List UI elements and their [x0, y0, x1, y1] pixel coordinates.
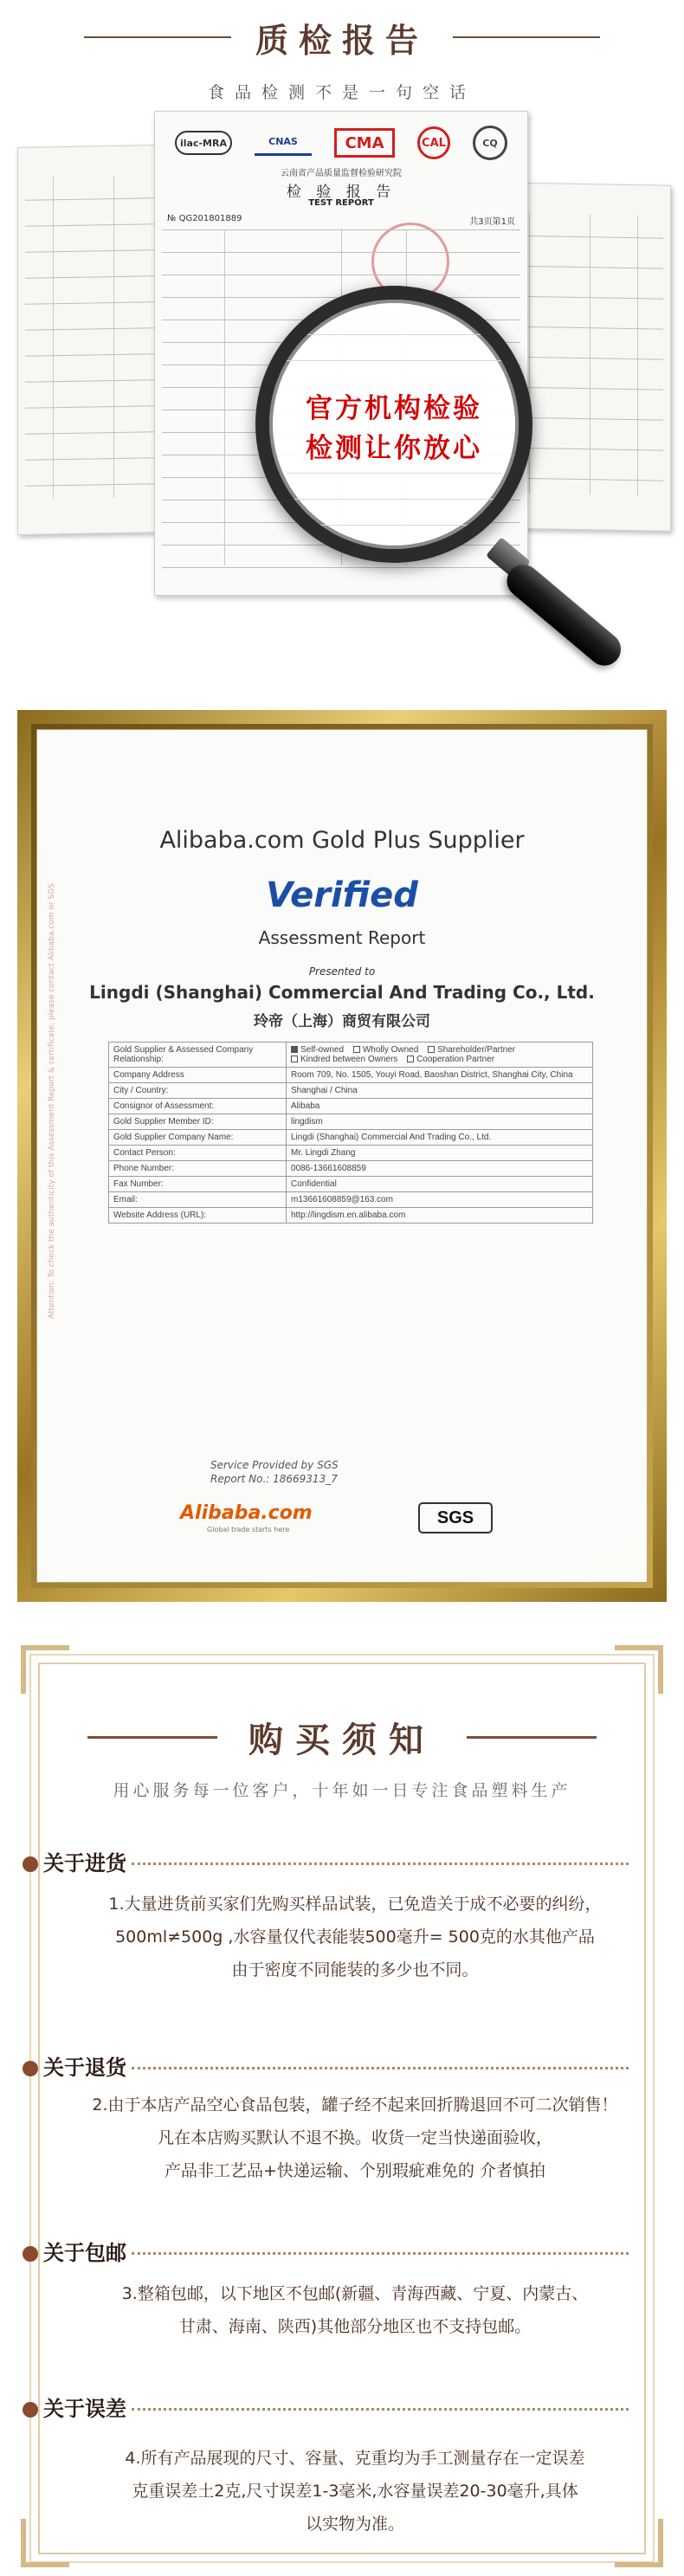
row-value: 0086-13661608859	[287, 1161, 593, 1177]
certification-logos	[164, 124, 519, 162]
table-row	[109, 1161, 593, 1177]
row-value: Shanghai / China	[287, 1083, 593, 1099]
cal-logo: CAL	[417, 126, 450, 159]
row-value: Mr. Lingdi Zhang	[287, 1146, 593, 1161]
checkbox-icon	[428, 1046, 435, 1053]
certificate-gold-frame	[17, 710, 667, 1602]
relationship-options	[287, 1043, 593, 1068]
row-label: Gold Supplier Member ID:	[109, 1114, 287, 1130]
row-label: Consignor of Assessment:	[109, 1099, 287, 1114]
table-row	[109, 1043, 593, 1068]
notice-body-shipping	[52, 2277, 658, 2343]
magnifier-handle	[500, 558, 628, 672]
checkbox-icon	[353, 1046, 360, 1053]
magnifier-text-line-2: 检测让你放心	[306, 433, 482, 464]
notice-line: 凡在本店购买默认不退不换。收货一定当快递面验收，	[157, 2128, 552, 2147]
certificate-side-note: Attention: To check the authenticity of this Assessment Report & certificate, please contact Alibaba.com or SGS	[48, 883, 56, 1319]
report-subtitle: 食品检测不是一句空话	[207, 83, 476, 102]
dotted-leader	[132, 1863, 629, 1865]
row-label: Website Address (URL):	[109, 1208, 287, 1223]
table-row	[109, 1192, 593, 1208]
report-organization: 云南省产品质量监督检验研究院	[281, 169, 402, 178]
table-row	[109, 1099, 593, 1114]
assessment-table	[108, 1042, 593, 1223]
ilac-mra-logo: ilac-MRA	[175, 131, 232, 155]
notice-heading-stock	[23, 1846, 629, 1876]
dotted-leader	[132, 2252, 629, 2255]
table-row	[109, 1208, 593, 1223]
notice-body-returns	[52, 2089, 658, 2187]
purchase-notice-section	[0, 1619, 684, 2576]
bullet-dot-icon	[23, 2246, 38, 2262]
title-divider-left	[84, 36, 231, 38]
option-label: Self-owned	[300, 1045, 345, 1055]
row-value: http://lingdism.en.alibaba.com	[287, 1208, 593, 1223]
table-row	[109, 1083, 593, 1099]
row-value: Alibaba	[287, 1099, 593, 1114]
bullet-dot-icon	[23, 1856, 38, 1872]
corner-ornament	[21, 1645, 69, 1694]
corner-ornament	[615, 1645, 663, 1694]
report-page-count: 共3页第1页	[469, 217, 515, 227]
notice-title-row	[0, 1713, 684, 1762]
notice-line: 2.由于本店产品空心食品包装，罐子经不起来回折腾退回不可二次销售！	[92, 2095, 618, 2114]
row-label: City / Country:	[109, 1083, 287, 1099]
row-label: Contact Person:	[109, 1146, 287, 1161]
presented-to-label: Presented to	[308, 965, 376, 978]
notice-line: 1.大量进货前买家们先购买样品试装，已免造关于成不必要的纠纷，	[108, 1895, 602, 1914]
certificate-title: Alibaba.com Gold Plus Supplier	[159, 827, 525, 854]
notice-divider-right	[467, 1736, 597, 1739]
quality-report-section	[0, 0, 684, 693]
table-row	[109, 1068, 593, 1083]
notice-heading-returns	[23, 2050, 629, 2081]
row-label: Company Address	[109, 1068, 287, 1083]
notice-line: 克重误差土2克,尺寸误差1-3毫米,水容量误差20-30毫升,具体	[132, 2482, 578, 2501]
checkbox-icon	[407, 1056, 414, 1062]
table-row	[109, 1130, 593, 1146]
bullet-dot-icon	[23, 2061, 38, 2076]
row-value: Confidential	[287, 1177, 593, 1192]
notice-heading-tolerance	[23, 2392, 629, 2422]
row-label: Email:	[109, 1192, 287, 1208]
magnifier-glass-icon	[255, 286, 532, 563]
notice-title: 购买须知	[248, 1721, 436, 1760]
certificate-subtitle: Assessment Report	[258, 927, 426, 948]
verified-badge: Verified	[266, 875, 418, 915]
relationship-label: Gold Supplier & Assessed Company Relationship:	[109, 1043, 287, 1068]
notice-body-stock	[52, 1888, 658, 1986]
cma-logo: CMA	[334, 128, 395, 158]
row-value: Room 709, No. 1505, Youyi Road, Baoshan District, Shanghai City, China	[287, 1068, 593, 1083]
report-doc-title: 检 验 报 告	[286, 184, 397, 201]
cnas-logo: CNAS	[255, 130, 312, 156]
service-provider: Service Provided by SGS	[210, 1459, 339, 1471]
notice-line: 3.整箱包邮，以下地区不包邮(新疆、青海西藏、宁夏、内蒙古、	[121, 2284, 589, 2303]
option-label: Kindred between Owners	[300, 1055, 398, 1064]
row-value: lingdism	[287, 1114, 593, 1130]
dotted-leader	[132, 2408, 629, 2411]
row-value: m13661608859@163.com	[287, 1192, 593, 1208]
table-row	[109, 1177, 593, 1192]
alibaba-logo: Alibaba.com	[180, 1502, 313, 1524]
report-title-row	[0, 16, 684, 59]
certificate-section	[0, 693, 684, 1619]
notice-line: 由于密度不同能装的多少也不同。	[231, 1960, 479, 1979]
checkbox-icon	[291, 1056, 298, 1062]
table-row	[109, 1146, 593, 1161]
company-name-cn: 玲帝（上海）商贸有限公司	[254, 1013, 430, 1030]
sgs-logo: SGS	[418, 1502, 493, 1533]
report-number: Report No.: 18669313_7	[210, 1473, 338, 1485]
alibaba-tagline: Global trade starts here	[207, 1526, 290, 1533]
option-label: Wholly Owned	[362, 1045, 419, 1055]
notice-line: 以实物为准。	[305, 2515, 404, 2534]
magnifier-text-line-1: 官方机构检验	[306, 393, 482, 424]
company-name-en: Lingdi (Shanghai) Commercial And Trading Co., Ltd.	[89, 982, 595, 1003]
row-label: Gold Supplier Company Name:	[109, 1130, 287, 1146]
row-value: Lingdi (Shanghai) Commercial And Trading Co., Ltd.	[287, 1130, 593, 1146]
dotted-leader	[132, 2067, 629, 2069]
bullet-dot-icon	[23, 2402, 38, 2418]
checkbox-checked-icon	[291, 1046, 298, 1053]
certificate-paper	[36, 729, 648, 1583]
section-title: 关于退货	[43, 2056, 126, 2080]
notice-subtitle: 用心服务每一位客户，十年如一日专注食品塑料生产	[113, 1781, 571, 1800]
notice-line: 甘肃、海南、陕西)其他部分地区也不支持包邮。	[178, 2317, 532, 2336]
notice-line: 产品非工艺品+快递运输、个别瑕疵难免的 介者慎拍	[165, 2161, 545, 2180]
report-number: № QG201801889	[167, 214, 242, 223]
notice-divider-left	[87, 1736, 217, 1739]
notice-line: 4.所有产品展现的尺寸、容量、克重均为手工测量存在一定误差	[125, 2449, 585, 2468]
table-row	[109, 1114, 593, 1130]
notice-heading-shipping	[23, 2236, 629, 2266]
notice-line: 500ml≠500g ,水容量仅代表能装500毫升= 500克的水其他产品	[115, 1927, 595, 1947]
section-title: 关于误差	[43, 2397, 126, 2421]
report-title: 质检报告	[255, 21, 429, 60]
row-label: Fax Number:	[109, 1177, 287, 1192]
section-title: 关于包邮	[43, 2241, 126, 2265]
section-title: 关于进货	[43, 1851, 126, 1876]
cq-logo: CQ	[473, 126, 507, 160]
option-label: Cooperation Partner	[416, 1055, 495, 1064]
title-divider-right	[453, 36, 600, 38]
row-label: Phone Number:	[109, 1161, 287, 1177]
report-doc-title-en: TEST REPORT	[308, 198, 374, 208]
option-label: Shareholder/Partner	[437, 1045, 516, 1055]
notice-body-tolerance	[52, 2442, 658, 2540]
